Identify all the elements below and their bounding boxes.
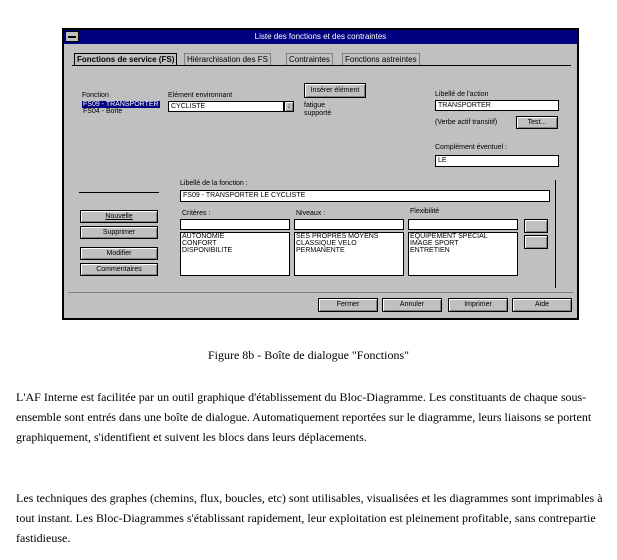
critere-item[interactable]: AUTONOMIE (182, 233, 225, 240)
supprimer-button[interactable]: Supprimer (80, 226, 158, 239)
niveaux-list[interactable] (294, 232, 404, 276)
modifier-button[interactable]: Modifier (80, 247, 158, 260)
libelle-fonction-input[interactable] (180, 190, 550, 202)
libelle-action-label: Libellé de l'action (435, 91, 489, 98)
body-paragraph: Les techniques des graphes (chemins, flux, boucles, etc) sont utilisables, visualisées et les diagrammes sont imprimables à tout instant. Les Bloc-Diagrammes s'établissant rapidement, leur exploitation est pleinement profitable, sans contrepartie fastidieuse. (16, 491, 603, 545)
nouvelle-button[interactable]: Nouvelle (80, 210, 158, 223)
element-option: fatigue (304, 102, 326, 109)
flexibilite-item[interactable]: EQUIPEMENT SPECIAL (410, 233, 488, 240)
annuler-button[interactable]: Annuler (382, 298, 442, 312)
criteres-list[interactable] (180, 232, 290, 276)
tab-contraintes[interactable]: Contraintes (286, 53, 333, 65)
element-option: supporté (304, 110, 332, 117)
flexibilite-item[interactable]: IMAGE SPORT (410, 240, 459, 247)
verbe-label: (Verbe actif transitif) (435, 119, 498, 126)
flexibilite-input[interactable] (408, 219, 518, 230)
flexibilite-list[interactable] (408, 232, 518, 276)
fonction-item[interactable]: FS09 - TRANSPORTER (83, 101, 159, 108)
dialog-title: Liste des fonctions et des contraintes (64, 30, 577, 44)
flexibilite-label: Flexibilité (410, 208, 440, 215)
niveaux-label: Niveaux : (296, 210, 326, 217)
fermer-button[interactable]: Fermer (318, 298, 378, 312)
tab-fonctions-de-service[interactable]: Fonctions de service (FS) (74, 53, 177, 65)
aide-button[interactable]: Aide (512, 298, 572, 312)
libelle-action-input[interactable] (435, 100, 559, 111)
element-environnant-label: Elément environnant (168, 92, 233, 99)
critere-item[interactable]: DISPONIBILITE (182, 247, 233, 254)
critere-item[interactable]: CONFORT (182, 240, 217, 247)
complement-input[interactable] (435, 155, 559, 167)
niveau-input[interactable] (294, 219, 404, 230)
body-paragraph: L'AF Interne est facilitée par un outil graphique d'établissement du Bloc-Diagramme. Les constituants de chaque sous-ensemble sont entrés dans une boîte de dialogue. Automatiquement reportées sur le diagramme, leurs liaisons se portent graphiquement, s'identifient et suivent les blocs dans leurs déplacements. (16, 390, 592, 444)
fonctions-dialog (62, 28, 579, 320)
libelle-fonction-label: Libellé de la fonction : (180, 180, 248, 187)
criteres-label: Critères : (182, 210, 211, 217)
niveau-item[interactable]: CLASSIQUE VELO (296, 240, 357, 247)
niveau-item[interactable]: SES PROPRES MOYENS (296, 233, 379, 240)
complement-label: Complément éventuel : (435, 144, 507, 151)
tab-divider (72, 65, 571, 66)
critere-input[interactable] (180, 219, 290, 230)
libelle-fonction-value: FS09 - TRANSPORTER LE CYCLISTE (183, 192, 306, 199)
flexibilite-remove-button[interactable] (524, 235, 548, 249)
flexibilite-item[interactable]: ENTRETIEN (410, 247, 450, 254)
verbe-test-button[interactable]: Test... (516, 116, 558, 129)
tab-fonctions-astreintes[interactable]: Fonctions astreintes (342, 53, 420, 65)
bottom-divider (68, 292, 573, 293)
fonction-list[interactable] (82, 101, 160, 115)
system-menu-icon[interactable] (65, 31, 79, 42)
figure-caption: Figure 8b - Boîte de dialogue "Fonctions" (207, 348, 410, 362)
inserer-element-button[interactable]: Insérer élément (304, 83, 366, 98)
commentaires-button[interactable]: Commentaires (80, 263, 158, 276)
fonction-label: Fonction (82, 92, 109, 99)
libelle-action-value: TRANSPORTER (438, 102, 491, 109)
niveau-item[interactable]: PERMANENTE (296, 247, 345, 254)
element-environnant-select[interactable] (168, 101, 284, 112)
separator-line (555, 180, 556, 288)
chevron-down-icon[interactable]: ↓ (284, 101, 294, 112)
flexibilite-add-button[interactable] (524, 219, 548, 233)
complement-value: LE (438, 157, 447, 164)
tab-hierarchisation[interactable]: Hiérarchisation des FS (184, 53, 271, 65)
element-environnant-value: CYCLISTE (171, 103, 206, 110)
fonction-item[interactable]: FS04 - Boîte (83, 108, 123, 115)
separator-line (79, 192, 159, 193)
imprimer-button[interactable]: Imprimer (448, 298, 508, 312)
